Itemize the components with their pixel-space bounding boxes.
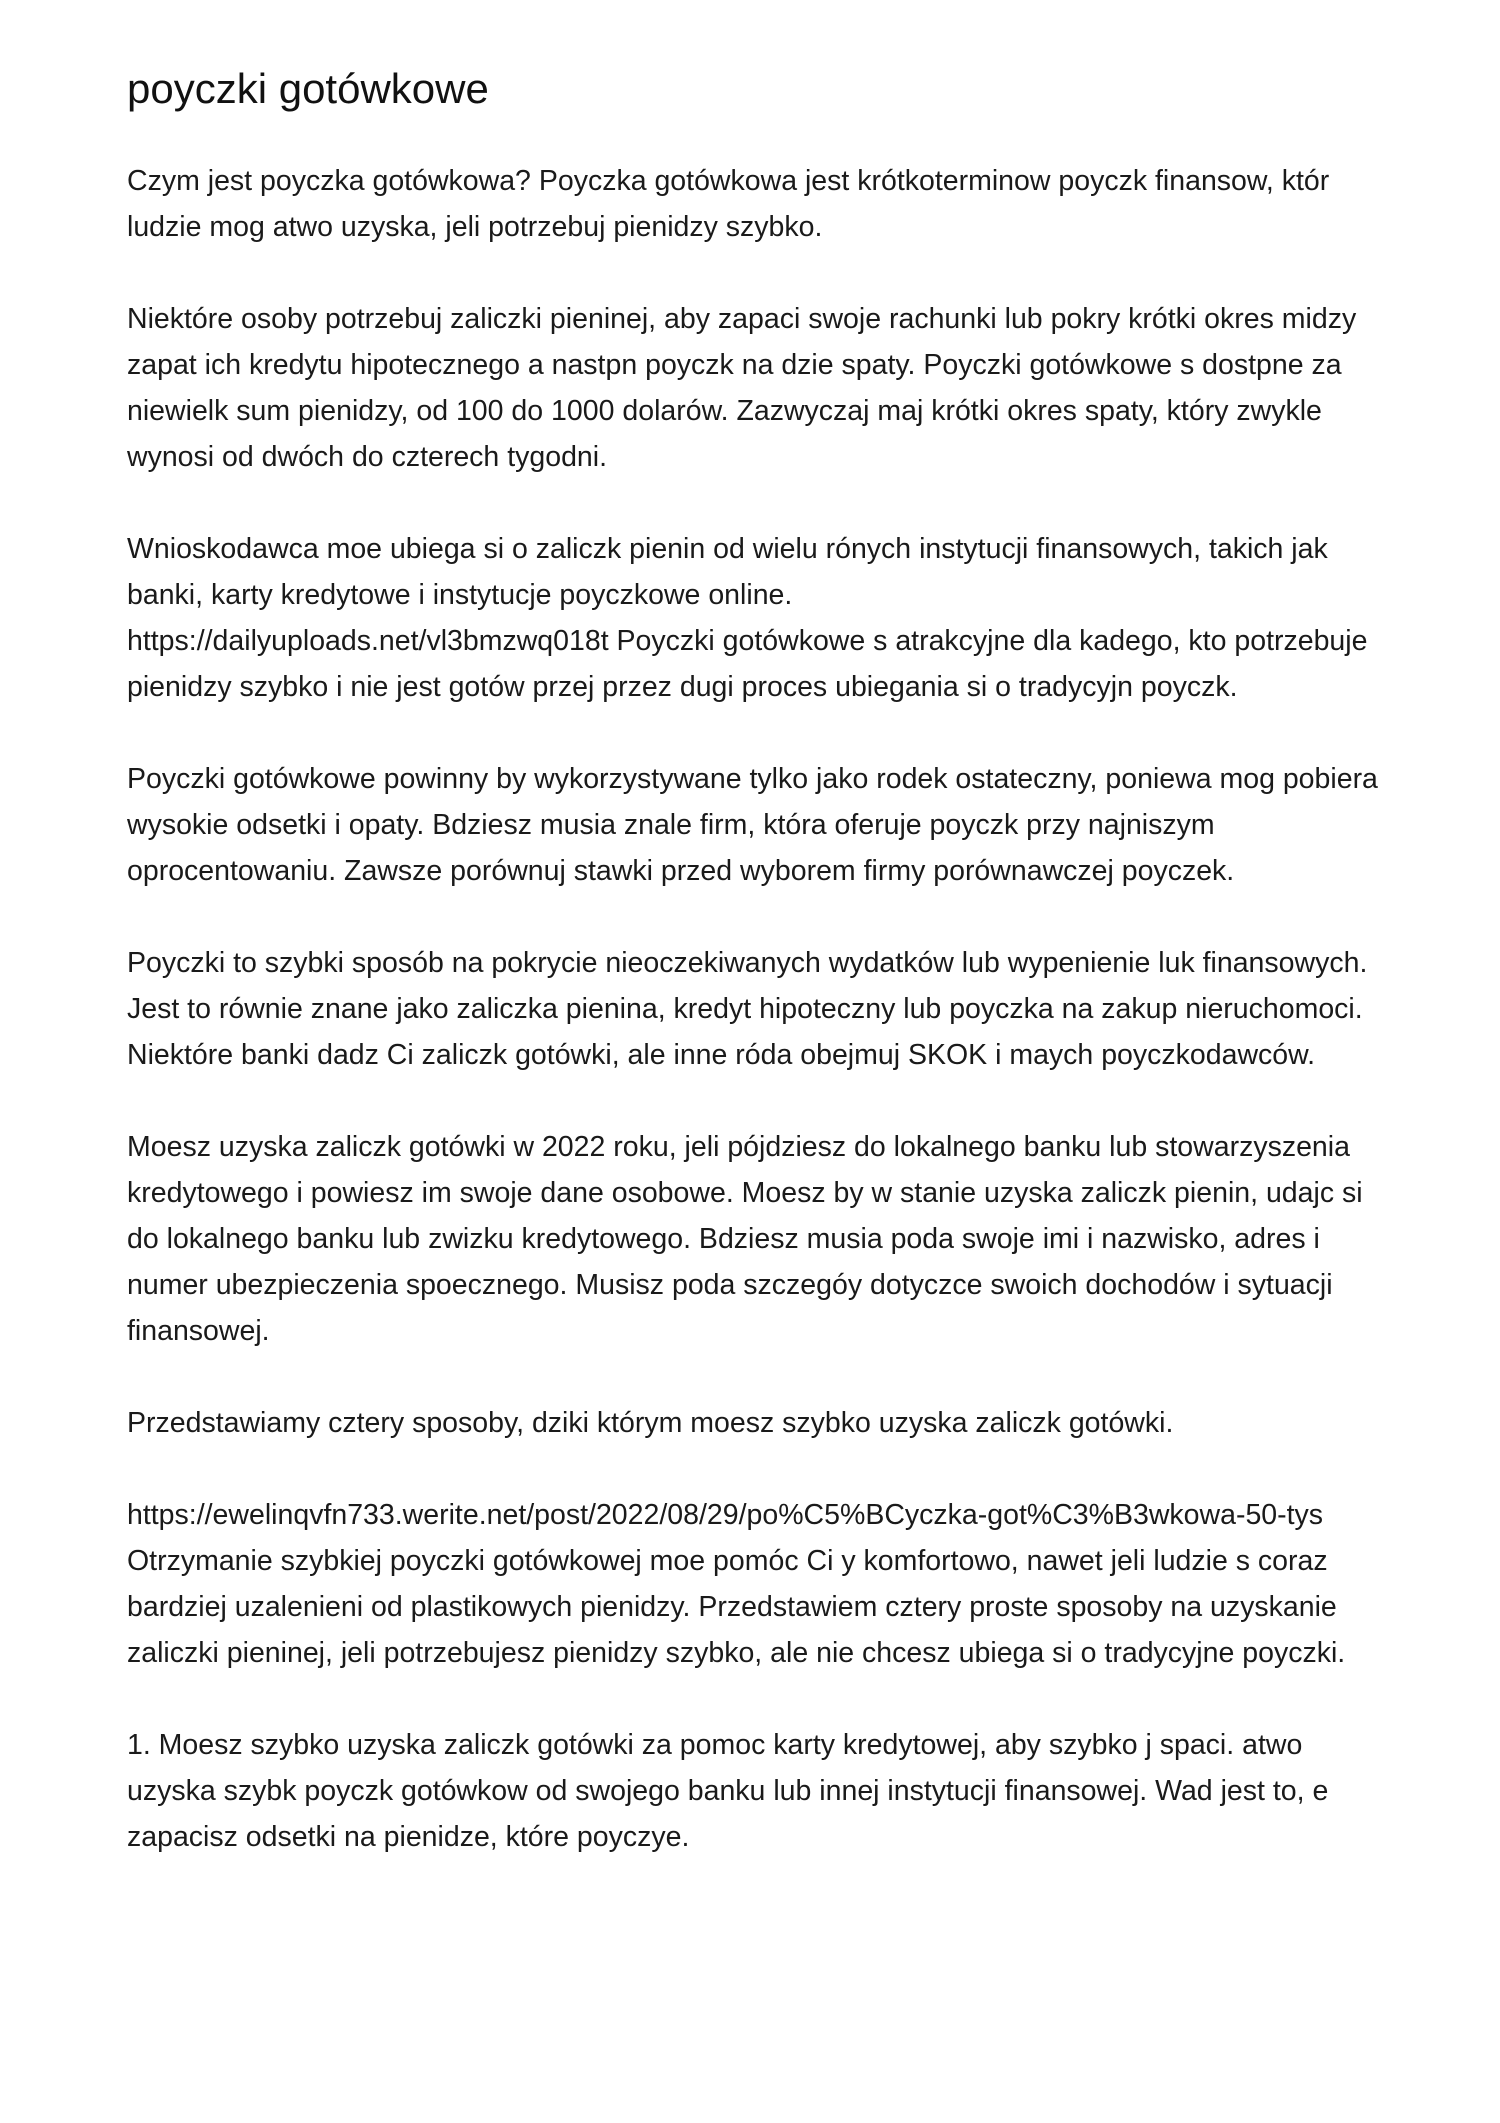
paragraph-6: Moesz uzyska zaliczk gotówki w 2022 roku, jeli pójdziesz do lokalnego banku lub stowarzyszenia kredytowego i powiesz im swoje dane osobowe. Moesz by w stanie uzyska zaliczk pienin, udajc si do lokalnego banku lub zwizku kredytowego. Bdziesz musia poda swoje imi i nazwisko, adres i numer ubezpieczenia spoecznego. Musisz poda szczegóy dotyczce swoich dochodów i sytuacji finansowej. (127, 1131, 1363, 1347)
paragraph-3-continuation: Poyczki gotówkowe s atrakcyjne dla kadego, kto potrzebuje pienidzy szybko i nie jest gotów przej przez dugi proces ubiegania si o tradycyjn poyczk. (127, 625, 1368, 703)
paragraph-3-text: Wnioskodawca moe ubiega si o zaliczk pienin od wielu rónych instytucji finansowych, takich jak banki, karty kredytowe i instytucje poyczkowe online. (127, 533, 1328, 611)
document-page (127, 58, 1387, 1906)
werite-link[interactable]: https://ewelinqvfn733.werite.net/post/2022/08/29/po%C5%BCyczka-got%C3%B3wkowa-50-tys (127, 1499, 1324, 1531)
paragraph-2: Niektóre osoby potrzebuj zaliczki pieninej, aby zapaci swoje rachunki lub pokry krótki okres midzy zapat ich kredytu hipotecznego a nastpn poyczk na dzie spaty. Poyczki gotówkowe s dostpne za niewielk sum pienidzy, od 100 do 1000 dolarów. Zazwyczaj maj krótki okres spaty, który zwykle wynosi od dwóch do czterech tygodni. (127, 303, 1357, 473)
paragraph-4: Poyczki gotówkowe powinny by wykorzystywane tylko jako rodek ostateczny, poniewa mog pobiera wysokie odsetki i opaty. Bdziesz musia znale firm, która oferuje poyczk przy najniszym oprocentowaniu. Zawsze porównuj stawki przed wyborem firmy porównawczej poyczek. (127, 763, 1378, 887)
paragraph-3 (127, 526, 1387, 710)
paragraph-5: Poyczki to szybki sposób na pokrycie nieoczekiwanych wydatków lub wypenienie luk finansowych. Jest to równie znane jako zaliczka pienina, kredyt hipoteczny lub poyczka na zakup nieruchomoci. Niektóre banki dadz Ci zaliczk gotówki, ale inne róda obejmuj SKOK i maych poyczkodawców. (127, 947, 1368, 1071)
dailyuploads-link[interactable]: https://dailyuploads.net/vl3bmzwq018t (127, 625, 609, 657)
paragraph-9: 1. Moesz szybko uzyska zaliczk gotówki za pomoc karty kredytowej, aby szybko j spaci. atwo uzyska szybk poyczk gotówkow od swojego banku lub innej instytucji finansowej. Wad jest to, e zapacisz odsetki na pienidze, które poyczye. (127, 1729, 1329, 1853)
document-title: poyczki gotówkowe (127, 65, 489, 112)
paragraph-1: Czym jest poyczka gotówkowa? Poyczka gotówkowa jest krótkoterminow poyczk finansow, któr ludzie mog atwo uzyska, jeli potrzebuj pienidzy szybko. (127, 165, 1330, 243)
paragraph-8 (127, 1492, 1387, 1676)
paragraph-7: Przedstawiamy cztery sposoby, dziki którym moesz szybko uzyska zaliczk gotówki. (127, 1407, 1174, 1439)
paragraph-8-text: Otrzymanie szybkiej poyczki gotówkowej moe pomóc Ci y komfortowo, nawet jeli ludzie s coraz bardziej uzalenieni od plastikowych pienidzy. Przedstawiem cztery proste sposoby na uzyskanie zaliczki pieninej, jeli potrzebujesz pienidzy szybko, ale nie chcesz ubiega si o tradycyjne poyczki. (127, 1545, 1346, 1669)
